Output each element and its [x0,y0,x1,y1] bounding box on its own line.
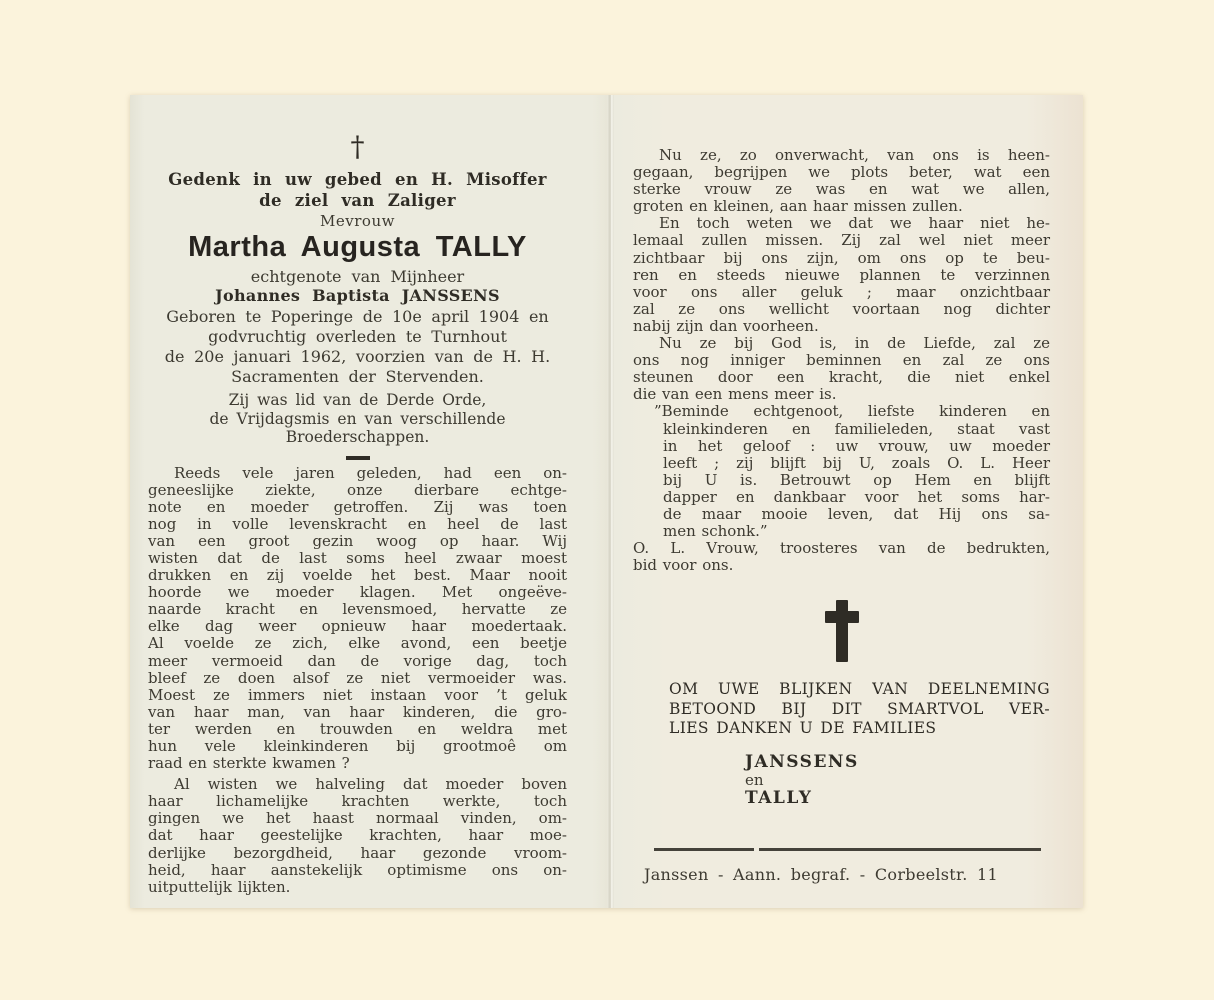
text-line: lemaal zullen missen. Zij zal wel niet meer [633,231,1050,250]
text-line: geneeslijke ziekte, onze dierbare echtge- [148,480,567,499]
text-line: in het geloof : uw vrouw, uw moeder [663,436,1050,455]
text-line: de ziel van Zaliger [259,191,456,210]
text-line: ”Beminde echtgenoot, liefste kinderen en [654,402,1050,421]
printer-divider-rule [654,848,1041,851]
text-line: ter werden en trouwden en weldra met [148,719,567,738]
cross-vertical-bar [836,600,848,662]
text-line: van haar man, van haar kinderen, die gro- [148,702,567,721]
deceased-name: Martha Augusta TALLY [188,231,527,263]
text-line: raad en sterkte kwamen ? [148,754,350,773]
family-conjunction: en [745,770,764,789]
text-line: godvruchtig overleden te Turnhout [208,327,507,346]
prayer-request-heading [148,169,567,211]
birth-death-record [148,307,567,387]
text-line: drukken en zij voelde het best. Maar nooit [148,566,567,585]
text-line: BETOOND BIJ DIT SMARTVOL VER- [669,699,1050,718]
text-line: Nu ze bij God is, in de Liefde, zal ze [659,334,1050,353]
text-line: Reeds vele jaren geleden, had een on- [174,463,567,482]
text-line: hoorde we moeder klagen. Met ongeëve- [148,583,567,602]
text-line: groten en kleinen, aan haar missen zullen. [633,197,963,216]
text-line: dapper en dankbaar voor het soms har- [663,487,1050,506]
card-right-page [614,95,1083,908]
text-line: naarde kracht en levensmoed, hervatte ze [148,600,567,619]
text-line: leeft ; zij blijft bij U, zoals O. L. Heer [663,453,1050,472]
text-line: Sacramenten der Stervenden. [231,367,484,386]
rule-segment-long [759,848,1041,851]
eulogy-paragraph-2 [148,776,567,896]
center-fold [607,95,614,908]
section-divider [346,456,370,460]
text-line: note en moeder getroffen. Zij was toen [148,497,567,516]
rule-segment-short [654,848,754,851]
text-line: van een groot gezin woog op haar. Wij [148,531,567,550]
card-left-page [130,95,607,908]
text-line: O. L. Vrouw, troosteres van de bedrukten, [633,539,1050,558]
cross-horizontal-bar [825,611,859,623]
dagger-cross-icon: † [350,130,365,163]
text-line: LIES DANKEN U DE FAMILIES [669,719,937,738]
text-line: nog in volle levenskracht en heel de last [148,514,567,533]
text-line: heid, haar aanstekelijk optimisme ons on- [148,860,567,879]
text-line: ren en steeds nieuwe plannen te verzinnen [633,265,1050,284]
text-line: Broederschappen. [285,428,430,446]
condolence-thanks [669,680,1050,739]
text-line: gegaan, begrijpen we plots beter, wat een [633,163,1050,182]
text-line: bid voor ons. [633,556,734,575]
text-line: meer vermoeid dan de vorige dag, toch [148,651,567,670]
text-line: de 20e januari 1962, voorzien van de H. H. [164,347,551,366]
text-line: zal ze ons wellicht voortaan nog dichter [633,299,1050,318]
text-line: hun vele kleinkinderen bij grootmoê om [148,737,567,755]
text-line: Moest ze immers niet instaan voor ’t geluk [148,685,567,704]
text-line: uitputtelijk lijkten. [148,877,291,896]
text-line: Gedenk in uw gebed en H. Misoffer [168,170,547,189]
reflection-paragraph-2 [633,215,1050,335]
text-line: haar lichamelijke krachten werkte, toch [148,792,567,811]
text-line: de Vrijdagsmis en van verschillende [209,409,506,428]
text-line: de maar mooie leven, dat Hij ons sa- [663,504,1050,523]
text-line: Nu ze, zo onverwacht, van ons is heen- [659,146,1050,164]
reflection-paragraph-1 [633,147,1050,215]
text-line: Geboren te Poperinge de 10e april 1904 en [166,307,549,326]
text-line: kleinkinderen en familieleden, staat vast [663,419,1050,438]
text-line: Al wisten we halveling dat moeder boven [174,775,567,794]
text-line: gingen we het haast normaal vinden, om- [148,809,567,828]
text-line: voor ons aller geluk ; maar onzichtbaar [633,282,1050,301]
text-line: OM UWE BLIJKEN VAN DEELNEMING [669,680,1050,699]
printer-credit: Janssen - Aann. begraf. - Corbeelstr. 11 [644,865,998,884]
membership-note [148,391,567,447]
spouse-intro: echtgenote van Mijnheer [250,267,465,286]
text-line: die van een mens meer is. [633,385,837,404]
text-line: dat haar geestelijke krachten, haar moe- [148,826,567,845]
text-line: zichtbaar bij ons zijn, om ons op te beu- [633,248,1050,267]
memorial-card [130,95,1083,908]
text-line: derlijke bezorgdheid, haar gezonde vroom- [148,843,567,862]
text-line: wisten dat de last soms heel zwaar moest [148,548,567,567]
eulogy-paragraph-1 [148,465,567,773]
spouse-name: Johannes Baptista JANSSENS [215,286,500,305]
invocation [633,540,1050,574]
text-line: ons nog inniger beminnen en zal ze ons [633,351,1050,370]
memorial-cross-icon [825,600,859,662]
honorific: Mevrouw [320,212,395,230]
text-line: bleef ze doen alsof ze niet vermoeider was. [148,668,567,687]
family-names [745,753,1050,808]
family-name-janssens: JANSSENS [745,751,859,772]
text-line: En toch weten we dat we haar niet he- [659,214,1050,233]
family-name-tally: TALLY [745,787,813,808]
reflection-paragraph-3 [633,335,1050,403]
text-line: steunen door een kracht, die niet enkel [633,368,1050,387]
text-line: men schonk.” [663,522,768,541]
text-line: bij U is. Betrouwt op Hem en blijft [663,470,1050,489]
text-line: Zij was lid van de Derde Orde, [228,391,487,409]
farewell-quote [654,402,1050,541]
text-line: elke dag weer opnieuw haar moedertaak. [148,617,567,636]
text-line: sterke vrouw ze was en wat we allen, [633,180,1050,199]
text-line: nabij zijn dan voorheen. [633,316,819,335]
text-line: Al voelde ze zich, elke avond, een beetje [148,634,567,653]
